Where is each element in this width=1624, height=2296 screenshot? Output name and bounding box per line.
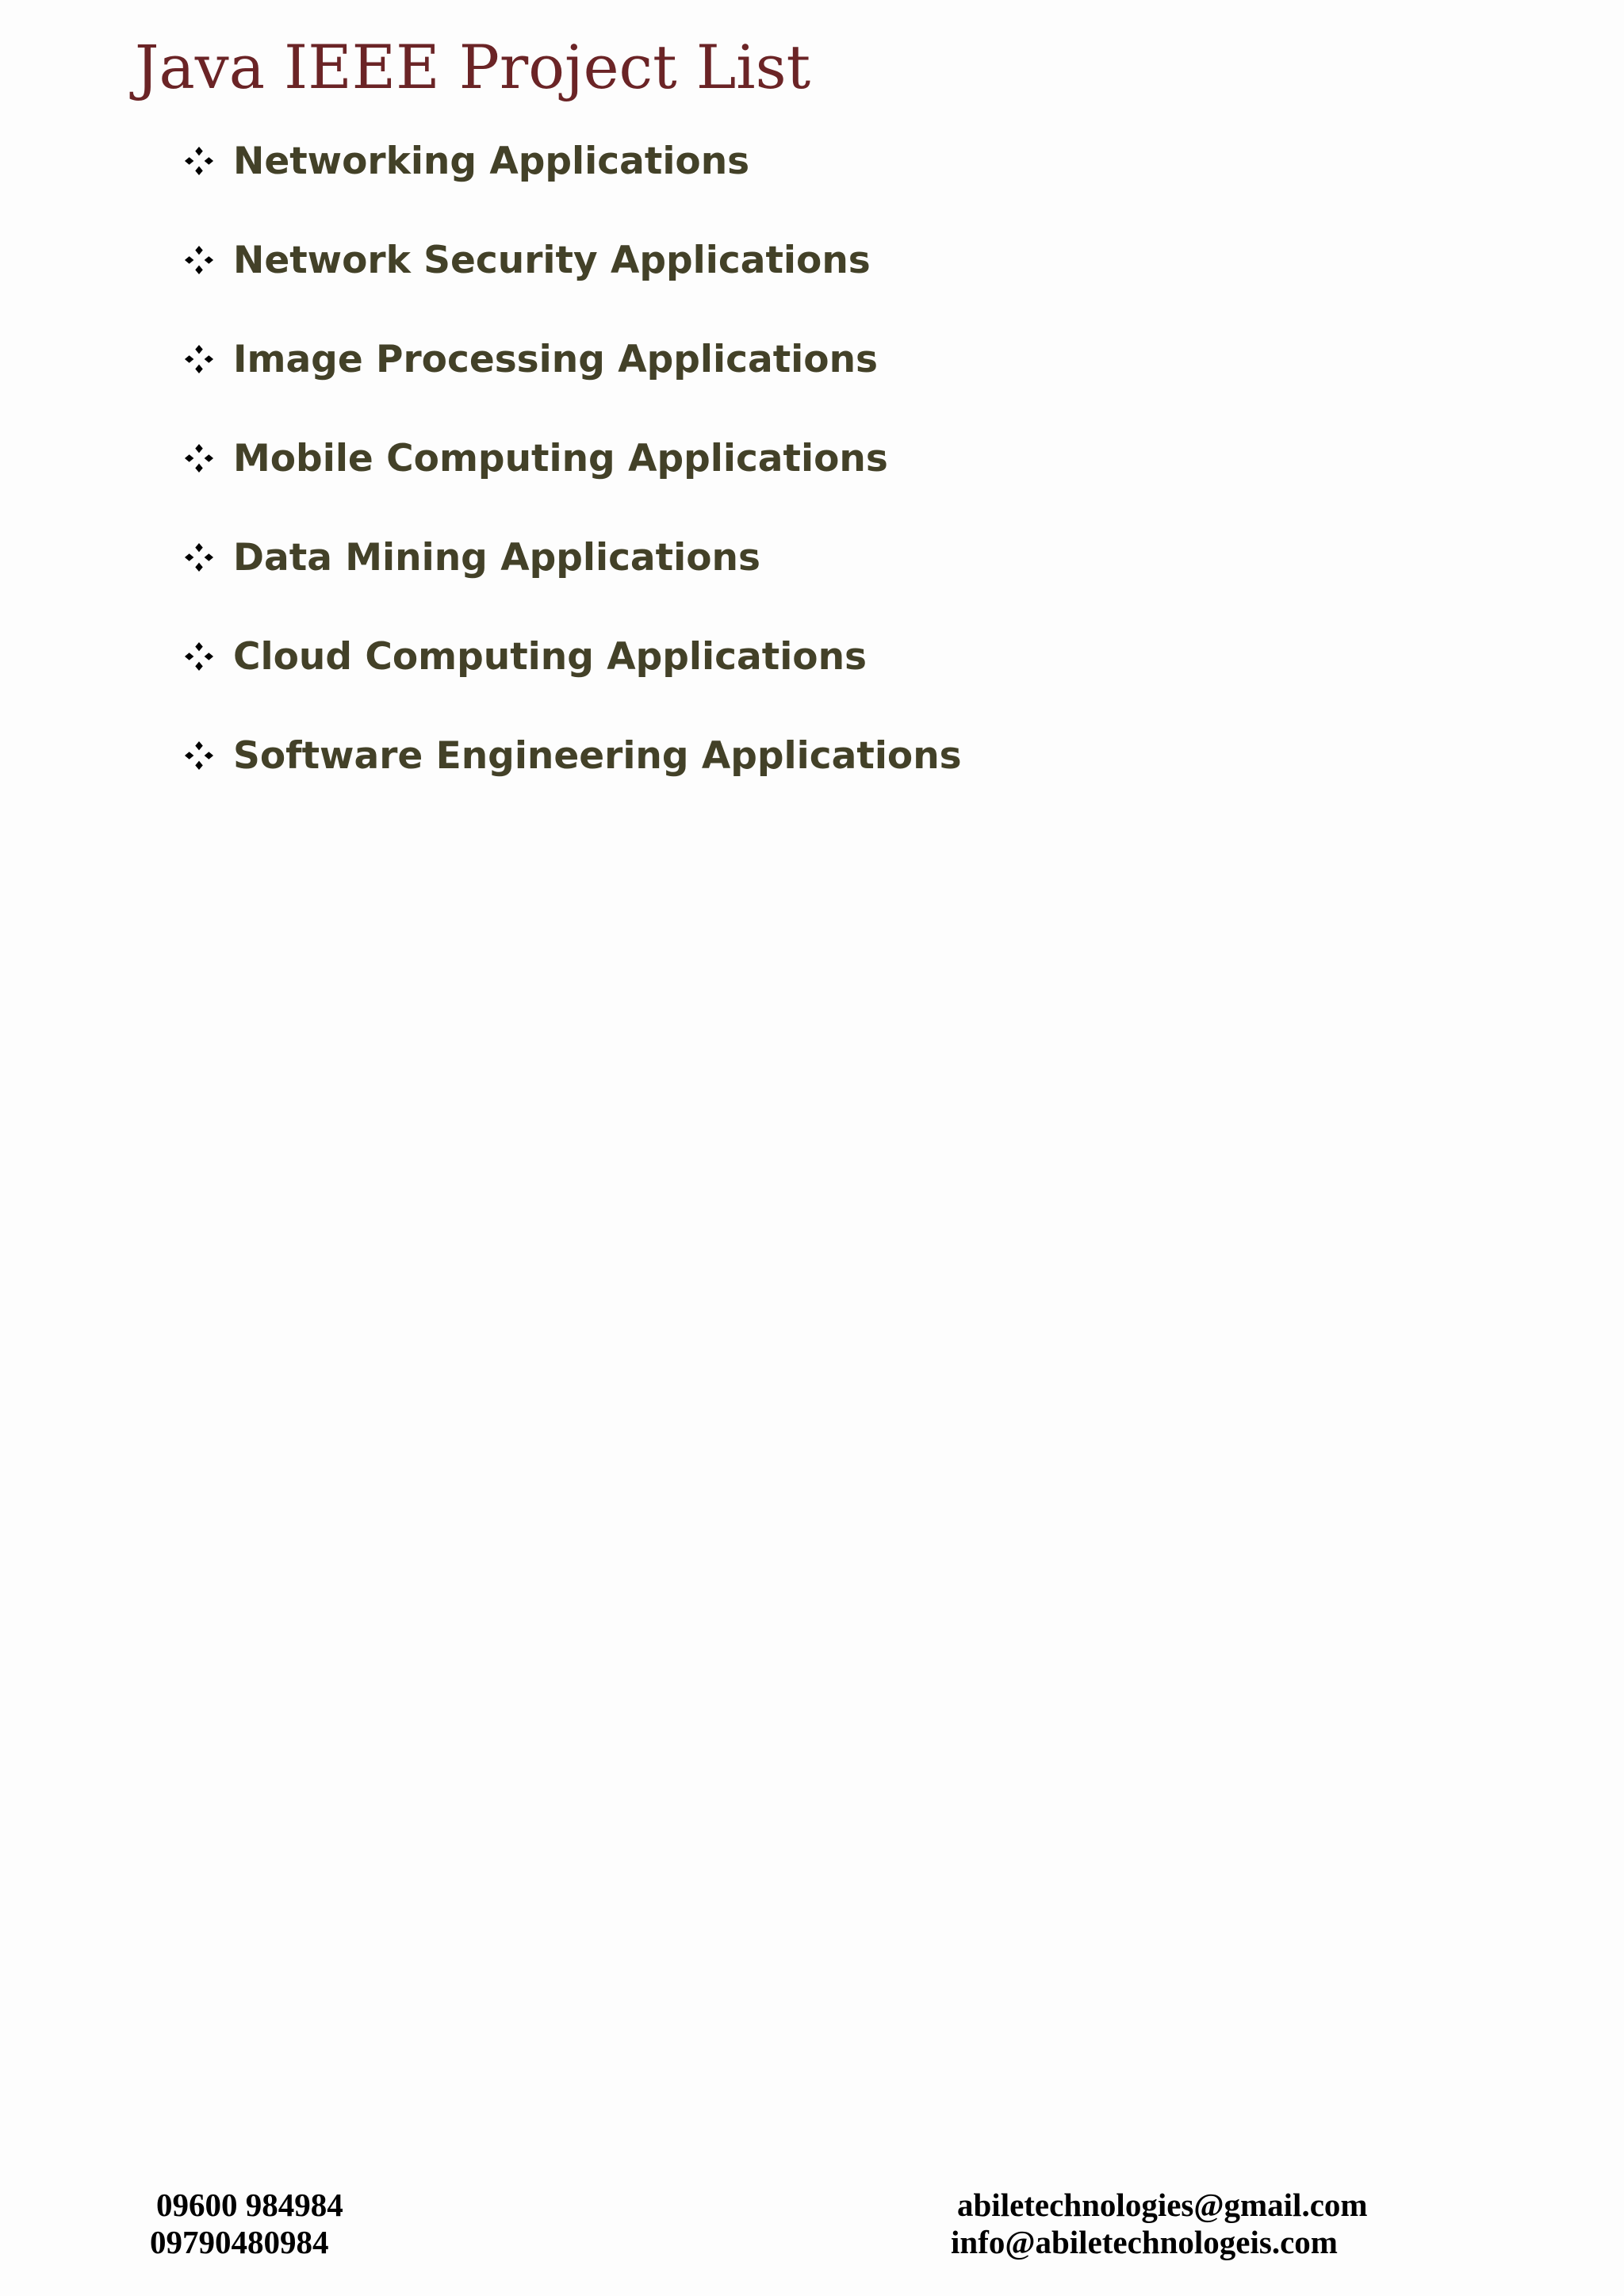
list-item [184,232,871,288]
list-item [184,133,749,189]
list-item-label: Software Engineering Applications [233,733,962,778]
diamond-bullet-icon [184,146,214,176]
list-item-label: Mobile Computing Applications [233,436,888,480]
list-item-label: Cloud Computing Applications [233,634,868,679]
diamond-bullet-icon [184,641,214,672]
footer-phone-2: 09790480984 [150,2224,329,2260]
list-item [184,331,878,387]
footer-email-2: info@abiletechnologeis.com [951,2224,1338,2260]
diamond-bullet-icon [184,245,214,275]
diamond-bullet-icon [184,344,214,374]
footer-email-1: abiletechnologies@gmail.com [957,2187,1368,2223]
diamond-bullet-icon [184,443,214,473]
page-title: Java IEEE Project List [135,32,811,102]
list-item [184,530,760,585]
list-item-label: Networking Applications [233,139,750,183]
list-item-label: Image Processing Applications [233,337,878,381]
list-item [184,629,867,684]
list-item [184,728,962,783]
diamond-bullet-icon [184,542,214,572]
footer-phone-1: 09600 984984 [156,2187,343,2223]
list-item-label: Data Mining Applications [233,535,760,580]
diamond-bullet-icon [184,740,214,771]
list-item [184,430,888,486]
list-item-label: Network Security Applications [233,238,871,282]
